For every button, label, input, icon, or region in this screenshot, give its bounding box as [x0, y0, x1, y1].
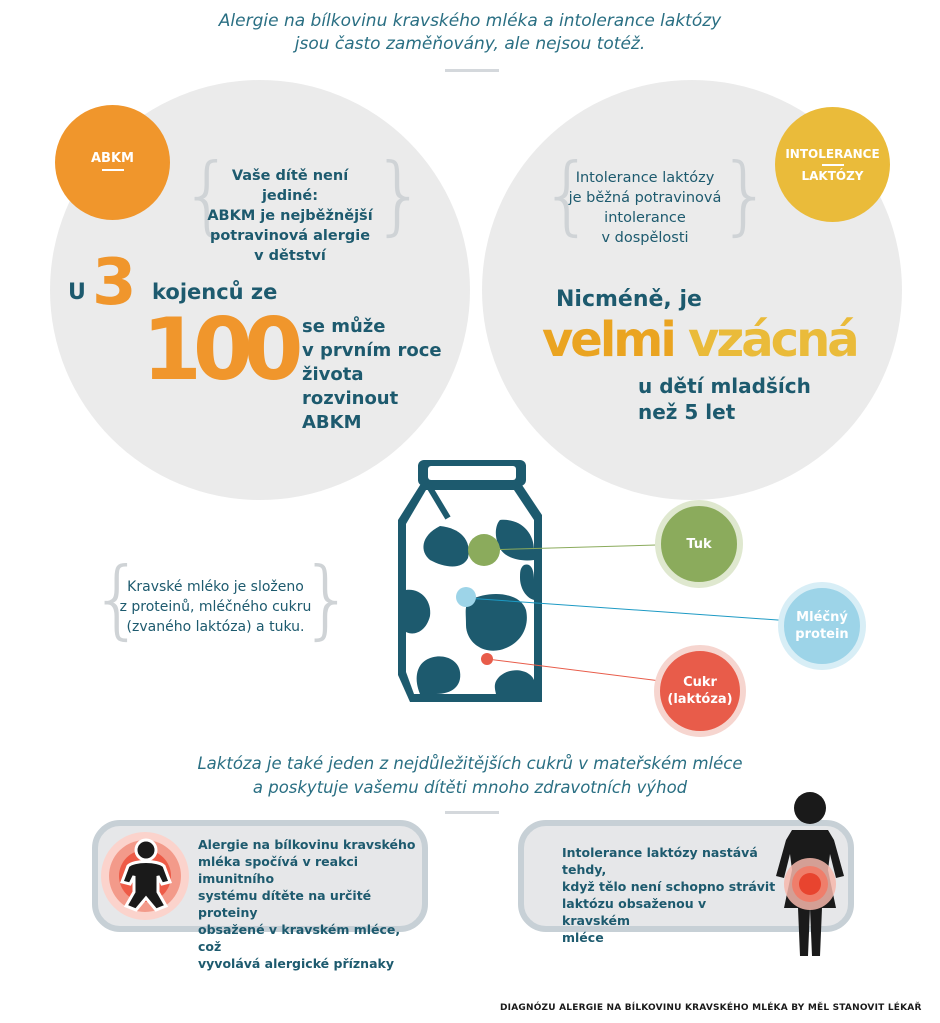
intolerance-box-text [562, 844, 777, 946]
fat-dot [468, 534, 500, 566]
intolerance-badge [775, 107, 890, 222]
footer-note: DIAGNÓZU ALERGIE NA BÍLKOVINU KRAVSKÉHO MLÉKA BY MĚL STANOVIT LÉKAŘ [500, 1003, 922, 1013]
stat-mid: kojenců ze [152, 280, 278, 304]
allergy-text-line: mléka spočívá v reakci imunitního [198, 854, 359, 886]
stat-suffix-line: v prvním roce [302, 340, 442, 361]
left-bracket: { [180, 145, 235, 245]
abkm-quote-line: potravinová alergie [209, 228, 371, 244]
stat-suffix-line: života [302, 364, 364, 385]
sugar-circle [654, 645, 746, 737]
stat-suffix-line: ABKM [302, 412, 362, 433]
allergy-box-text [198, 836, 418, 972]
milk-quote [108, 577, 323, 637]
intolerance-quote-line: intolerance [604, 210, 686, 226]
header-line-1: Alergie na bílkovinu kravského mléka a intolerance laktózy [218, 11, 722, 31]
intolerance-line1: Nicméně, je [556, 287, 702, 312]
right-bracket: } [718, 145, 773, 245]
lactose-line-2: a poskytuje vašemu dítěti mnoho zdravotních výhod [252, 778, 688, 797]
protein-label-line1: Mléčný [796, 610, 848, 625]
person-icon [770, 790, 850, 960]
lactose-divider [445, 811, 499, 814]
header-divider [445, 69, 499, 72]
lactose-line-1: Laktóza je také jeden z nejdůležitějších cukrů v mateřském mléce [197, 754, 743, 773]
allergy-text-line: systému dítěte na určité proteiny [198, 888, 372, 920]
stat-denominator: 100 [142, 300, 295, 400]
intolerance-quote-line: Intolerance laktózy [575, 170, 715, 186]
stat-suffix [302, 315, 442, 435]
intolerance-quote-line: v dospělosti [601, 230, 689, 246]
intolerance-text-line: Intolerance laktózy nastává tehdy, [562, 845, 758, 877]
intolerance-text-line: když tělo není schopno strávit [562, 879, 776, 894]
left-bracket: { [540, 145, 595, 245]
fat-circle [655, 500, 743, 588]
abkm-quote-line: v dětství [254, 248, 326, 264]
abkm-quote [205, 166, 375, 266]
intolerance-quote-line: je běžná potravinová [568, 190, 722, 206]
abkm-quote-line: Vaše dítě není jediné: [231, 168, 349, 204]
allergy-text-line: obsažené v kravském mléce, což [198, 922, 401, 954]
stat-suffix-line: rozvinout [302, 388, 399, 409]
allergy-text-line: vyvolává alergické příznaky [198, 956, 394, 971]
sugar-label-line1: Cukr [683, 675, 717, 690]
intolerance-quote [560, 168, 730, 248]
header-line-2: jsou často zaměňovány, ale nejsou totéž. [294, 34, 646, 54]
stat-suffix-line: se může [302, 316, 386, 337]
intolerance-line4: než 5 let [638, 400, 736, 424]
protein-circle [778, 582, 866, 670]
intolerance-word-velmi: velmi [542, 312, 674, 368]
right-bracket: } [300, 549, 355, 649]
milk-carton-icon [398, 460, 542, 702]
intolerance-text-line: laktózu obsaženou v kravském [562, 896, 707, 928]
badge-dash [102, 169, 124, 171]
abkm-quote-line: ABKM je nejběžnější [207, 208, 373, 224]
baby-icon [100, 826, 190, 926]
badge-dash [822, 164, 844, 166]
protein-label-line2: protein [795, 627, 849, 642]
left-bracket: { [90, 549, 145, 649]
stat-prefix: U [68, 280, 86, 305]
milk-quote-line: Kravské mléko je složeno [127, 579, 304, 595]
allergy-text-line: Alergie na bílkovinu kravského [198, 837, 416, 852]
intolerance-text-line: mléce [562, 930, 604, 945]
fat-label: Tuk [686, 536, 712, 552]
intolerance-word-vzacna: vzácná [688, 312, 857, 368]
intolerance-badge-line2: LAKTÓZY [801, 168, 864, 183]
abkm-badge-label: ABKM [91, 151, 134, 166]
protein-dot [456, 587, 476, 607]
intolerance-line3: u dětí mladších [638, 374, 811, 398]
sugar-label-line2: (laktóza) [667, 692, 733, 707]
sugar-dot [481, 653, 493, 665]
right-bracket: } [372, 145, 427, 245]
stat-number: 3 [92, 246, 134, 320]
intolerance-badge-line1: INTOLERANCE [785, 146, 880, 161]
milk-quote-line: (zvaného laktóza) a tuku. [126, 619, 305, 635]
milk-quote-line: z proteinů, mléčného cukru [119, 599, 312, 615]
abkm-badge [55, 105, 170, 220]
